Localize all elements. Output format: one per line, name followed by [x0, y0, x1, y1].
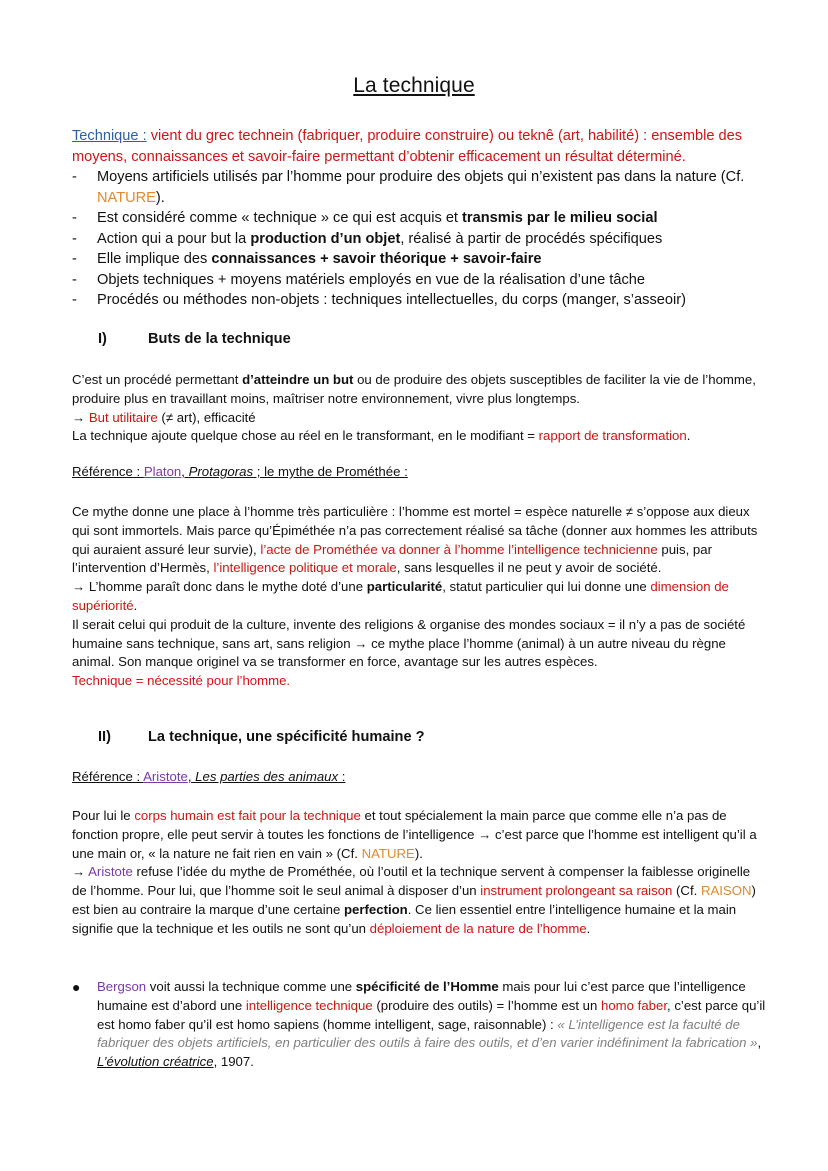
- myth-paragraph: [72, 503, 760, 691]
- aristote-paragraph: [72, 807, 760, 939]
- definition-paragraph: [72, 126, 760, 167]
- bullet-icon: ●: [72, 979, 81, 995]
- paragraph: C’est un procédé permettant d’atteindre un but ou de produire des objets susceptibles de faciliter la vie de l’homme, produire plus en travaillant moins, maîtriser notre environnement, vivre plus longtemps.: [72, 372, 756, 406]
- list-item: - Elle implique des connaissances + savoir théorique + savoir-faire: [72, 249, 760, 270]
- list-item: - Objets techniques + moyens matériels employés en vue de la réalisation d’une tâche: [72, 270, 760, 291]
- reference-platon: Référence : Platon, Protagoras ; le mythe de Prométhée :: [72, 464, 408, 479]
- paragraph: → But utilitaire (≠ art), efficacité: [72, 409, 256, 425]
- paragraph: Ce mythe donne une place à l’homme très particulière : l’homme est mortel = espèce naturelle ≠ s’oppose aux dieux qui sont immortels. Mais parce qu’Épiméthée n’a pas correctement réalisé sa tâche (donner aux hommes les attributs qui auraient assuré leur survie), l’acte de Prométhée va donner à l’homme l’intelligence technicienne puis, par l’intervention d’Hermès, l’intelligence politique et morale, sans lesquelles il ne peut y avoir de société.: [72, 504, 758, 576]
- list-item: - Est considéré comme « technique » ce qui est acquis et transmis par le milieu social: [72, 208, 760, 229]
- list-item: - Moyens artificiels utilisés par l’homme pour produire des objets qui n’existent pas dans la nature (Cf. NATURE).: [72, 167, 760, 208]
- paragraph: Pour lui le corps humain est fait pour la technique et tout spécialement la main parce que comme elle n’a pas de fonction propre, elle peut servir à toutes les fonctions de l’intelligence → c’est parce que l’homme est intelligent qu’il a une main or, « la nature ne fait rien en vain » (Cf. NATURE).: [72, 808, 757, 861]
- paragraph: → L’homme paraît donc dans le mythe doté d’une particularité, statut particulier qui lui donne une dimension de supériorité.: [72, 579, 729, 613]
- list-item: - Procédés ou méthodes non-objets : techniques intellectuelles, du corps (manger, s’asseoir): [72, 290, 760, 311]
- page-title: La technique: [353, 74, 475, 97]
- definition-term: Technique :: [72, 128, 147, 144]
- bergson-bullet: [72, 978, 772, 1072]
- reference-aristote: Référence : Aristote, Les parties des animaux :: [72, 769, 346, 784]
- section-heading-1: I) Buts de la technique: [98, 331, 291, 347]
- paragraph: → Aristote refuse l’idée du mythe de Prométhée, où l’outil et la technique servent à compenser la faiblesse originelle de l’homme. Pour lui, que l’homme soit le seul animal à disposer d’un instrument prolongeant sa raison (Cf. RAISON) est bien au contraire la marque d’une certaine perfection. Ce lien essentiel entre l’intelligence humaine et la main signifie que la technique et les outils ne sont qu’un déploiement de la nature de l’homme.: [72, 864, 756, 936]
- section-heading-2: II) La technique, une spécificité humaine ?: [98, 729, 425, 745]
- list-item: - Action qui a pour but la production d’un objet, réalisé à partir de procédés spécifiques: [72, 229, 760, 250]
- section1-body: [72, 371, 760, 446]
- definition-text: vient du grec technein (fabriquer, produire construire) ou teknê (art, habilité) : ensemble des moyens, connaissances et savoir-faire permettant d’obtenir efficacement un résultat déterminé.: [72, 128, 743, 165]
- characteristics-list: [72, 167, 760, 311]
- paragraph: Technique = nécessité pour l’homme.: [72, 673, 291, 689]
- paragraph: La technique ajoute quelque chose au réel en le transformant, en le modifiant = rapport de transformation.: [72, 428, 691, 444]
- nature-reference: NATURE: [97, 189, 156, 206]
- definition-block: [72, 126, 760, 311]
- bergson-paragraph: Bergson voit aussi la technique comme une spécificité de l’Homme mais pour lui c’est parce que l’intelligence humaine est d’abord une intelligence technique (produire des outils) = l’homme est un homo faber, c’est parce qu’il est homo faber qu’il est homo sapiens (homme intelligent, sage, raisonnable) : « L’intelligence est la faculté de fabriquer des objets artificiels, en particulier des outils à faire des outils, et d’en varier indéfiniment la fabrication », L’évolution créatrice, 1907.: [97, 979, 766, 1070]
- paragraph: Il serait celui qui produit de la culture, invente des religions & organise des mondes sociaux = il n’y a pas de société humaine sans technique, sans art, sans religion → ce mythe place l’homme (animal) à un autre niveau du règne animal. Son manque originel va se transformer en force, avantage sur les autres espèces.: [72, 616, 746, 670]
